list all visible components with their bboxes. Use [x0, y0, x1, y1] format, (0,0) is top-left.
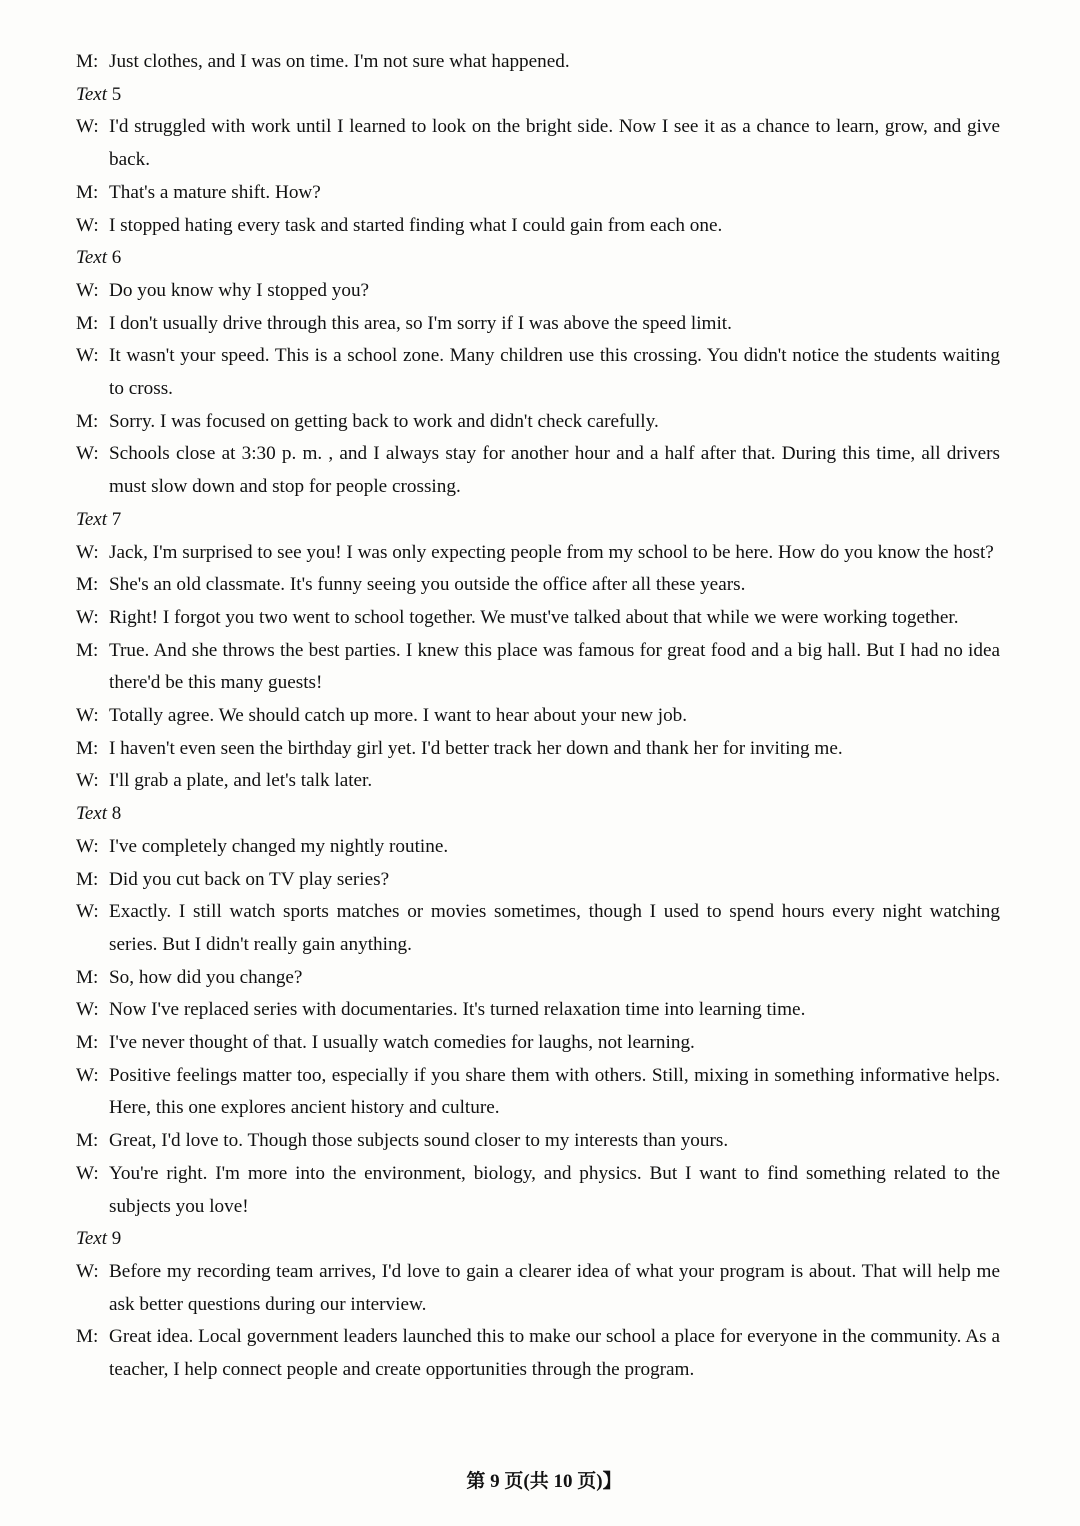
dialogue-line	[76, 1125, 1000, 1158]
speaker-label: W:	[76, 705, 99, 727]
dialogue-text: Jack, I'm surprised to see you! I was only expecting people from my school to be here. How do you know the host?	[109, 541, 994, 563]
dialogue-text: I stopped hating every task and started finding what I could gain from each one.	[109, 214, 723, 236]
dialogue-line	[76, 962, 1000, 995]
text-heading	[76, 79, 1000, 112]
speaker-label: M:	[76, 51, 99, 72]
dialogue-text: That's a mature shift. How?	[109, 181, 321, 203]
dialogue-line	[76, 275, 1000, 308]
speaker-label: M:	[76, 1032, 99, 1054]
dialogue-text: Now I've replaced series with documentaries. It's turned relaxation time into learning time.	[109, 999, 806, 1021]
dialogue-line	[76, 831, 1000, 864]
dialogue-text: Great idea. Local government leaders launched this to make our school a place for everyone in the community. As a teacher, I help connect people and create opportunities through the program.	[109, 1326, 1000, 1381]
dialogue-text: Schools close at 3:30 p. m. , and I always stay for another hour and a half after that. During this time, all drivers must slow down and stop for people crossing.	[109, 443, 1000, 498]
dialogue-text: Do you know why I stopped you?	[109, 279, 370, 301]
text-heading	[76, 1223, 1000, 1256]
speaker-label: W:	[76, 606, 99, 628]
dialogue-text: You're right. I'm more into the environment, biology, and physics. But I want to find something related to the subjects you love!	[109, 1162, 1000, 1217]
dialogue-line	[76, 111, 1000, 176]
dialogue-text: Great, I'd love to. Though those subjects sound closer to my interests than yours.	[109, 1130, 729, 1152]
speaker-label: W:	[76, 443, 99, 465]
dialogue-line	[76, 700, 1000, 733]
dialogue-line	[76, 765, 1000, 798]
dialogue-text: True. And she throws the best parties. I knew this place was famous for great food and a big hall. But I had no idea there'd be this many guests!	[109, 639, 1000, 694]
text-heading-label: Text	[76, 83, 107, 105]
text-heading-label: Text	[76, 508, 107, 530]
text-heading-number: 9	[111, 1228, 122, 1250]
speaker-label: W:	[76, 999, 99, 1021]
dialogue-text: I've never thought of that. I usually watch comedies for laughs, not learning.	[109, 1032, 695, 1054]
dialogue-line	[76, 994, 1000, 1027]
page-footer	[0, 1466, 1080, 1493]
dialogue-line	[76, 635, 1000, 700]
dialogue-line	[76, 177, 1000, 210]
dialogue-text: Positive feelings matter too, especially if you share them with others. Still, mixing in something informative helps. Here, this one explores ancient history and culture.	[109, 1064, 1000, 1119]
dialogue-line	[76, 406, 1000, 439]
dialogue-line	[76, 896, 1000, 961]
footer-bracket: 】	[602, 1471, 622, 1492]
speaker-label: M:	[76, 312, 99, 334]
speaker-label: M:	[76, 966, 99, 988]
speaker-label: W:	[76, 279, 99, 301]
dialogue-text: Just clothes, and I was on time. I'm not sure what happened.	[109, 51, 570, 72]
dialogue-text: She's an old classmate. It's funny seeing you outside the office after all these years.	[109, 574, 746, 596]
dialogue-text: I'd struggled with work until I learned to look on the bright side. Now I see it as a chance to learn, grow, and give back.	[109, 116, 1000, 171]
text-heading	[76, 242, 1000, 275]
speaker-label: W:	[76, 541, 99, 563]
speaker-label: M:	[76, 868, 99, 890]
dialogue-line	[76, 537, 1000, 570]
dialogue-line	[76, 1027, 1000, 1060]
dialogue-line	[76, 569, 1000, 602]
text-heading-number: 6	[111, 247, 122, 269]
speaker-label: W:	[76, 1064, 99, 1086]
dialogue-text: Before my recording team arrives, I'd love to gain a clearer idea of what your program is about. That will help me ask better questions during our interview.	[109, 1260, 1000, 1315]
page-number: 第 9 页(共 10 页)	[466, 1471, 603, 1492]
speaker-label: M:	[76, 574, 99, 596]
text-heading-label: Text	[76, 1228, 107, 1250]
dialogue-line	[76, 1060, 1000, 1125]
text-heading-number: 5	[111, 83, 122, 105]
dialogue-line	[76, 46, 1000, 79]
speaker-label: W:	[76, 901, 99, 923]
dialogue-line	[76, 602, 1000, 635]
speaker-label: W:	[76, 1162, 99, 1184]
dialogue-line	[76, 733, 1000, 766]
text-heading	[76, 798, 1000, 831]
dialogue-text: Totally agree. We should catch up more. I want to hear about your new job.	[109, 705, 688, 727]
dialogue-text: Did you cut back on TV play series?	[109, 868, 390, 890]
speaker-label: W:	[76, 345, 99, 367]
dialogue-line	[76, 1321, 1000, 1386]
speaker-label: M:	[76, 181, 99, 203]
dialogue-line	[76, 308, 1000, 341]
dialogue-text: I haven't even seen the birthday girl yet. I'd better track her down and thank her for inviting me.	[109, 737, 843, 759]
dialogue-line	[76, 340, 1000, 405]
dialogue-line	[76, 1256, 1000, 1321]
speaker-label: M:	[76, 737, 99, 759]
dialogue-line	[76, 1158, 1000, 1223]
dialogue-line	[76, 210, 1000, 243]
dialogue-text: It wasn't your speed. This is a school zone. Many children use this crossing. You didn't notice the students waiting to cross.	[109, 345, 1000, 399]
speaker-label: W:	[76, 116, 99, 138]
speaker-label: M:	[76, 1326, 99, 1348]
text-heading	[76, 504, 1000, 537]
dialogue-line	[76, 864, 1000, 897]
dialogue-text: Exactly. I still watch sports matches or movies sometimes, though I used to spend hours every night watching series. But I didn't really gain anything.	[109, 901, 1000, 955]
dialogue-text: I'll grab a plate, and let's talk later.	[109, 770, 373, 792]
speaker-label: W:	[76, 1260, 99, 1282]
speaker-label: M:	[76, 639, 99, 661]
dialogue-line	[76, 438, 1000, 503]
dialogue-text: Sorry. I was focused on getting back to work and didn't check carefully.	[109, 410, 659, 432]
speaker-label: W:	[76, 770, 99, 792]
speaker-label: M:	[76, 1130, 99, 1152]
dialogue-text: I don't usually drive through this area, so I'm sorry if I was above the speed limit.	[109, 312, 732, 334]
speaker-label: W:	[76, 214, 99, 236]
speaker-label: W:	[76, 835, 99, 857]
transcript-page	[76, 46, 1000, 1387]
speaker-label: M:	[76, 410, 99, 432]
text-heading-label: Text	[76, 247, 107, 269]
text-heading-number: 8	[111, 803, 122, 825]
dialogue-text: So, how did you change?	[109, 966, 303, 988]
dialogue-text: Right! I forgot you two went to school together. We must've talked about that while we were working together.	[109, 606, 959, 628]
dialogue-text: I've completely changed my nightly routine.	[109, 835, 449, 857]
text-heading-number: 7	[111, 508, 122, 530]
text-heading-label: Text	[76, 803, 107, 825]
